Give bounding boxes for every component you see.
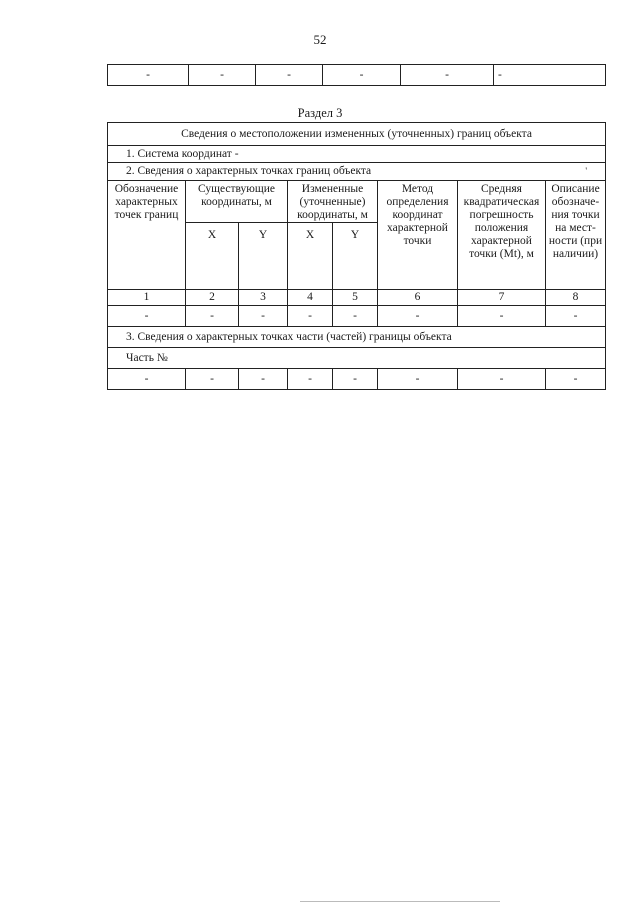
table-cell: - bbox=[333, 306, 378, 327]
table-cell: - bbox=[108, 65, 189, 86]
boundary-points-table bbox=[107, 122, 606, 390]
part-label-row bbox=[108, 348, 606, 369]
scan-edge-line bbox=[300, 901, 500, 902]
table-cell: - bbox=[458, 369, 546, 390]
table-cell: - bbox=[189, 65, 256, 86]
points-heading-cell bbox=[108, 163, 606, 181]
table-cell: - bbox=[378, 369, 458, 390]
section-title: Раздел 3 bbox=[297, 106, 343, 120]
table-cell: - bbox=[333, 369, 378, 390]
page-number: 52 bbox=[313, 32, 327, 47]
table-cell: - bbox=[186, 369, 239, 390]
coord-system-text: 1. Система координат - bbox=[108, 146, 606, 163]
table-cell: - bbox=[401, 65, 494, 86]
table-cell: - bbox=[108, 369, 186, 390]
header-row bbox=[108, 181, 606, 223]
table-title-row bbox=[108, 123, 606, 146]
part-label: Часть № bbox=[108, 348, 606, 369]
table-row bbox=[108, 65, 606, 86]
header-existing-y: Y bbox=[239, 223, 288, 290]
table-cell: - bbox=[239, 369, 288, 390]
coord-system-row bbox=[108, 146, 606, 163]
parts-heading: 3. Сведения о характерных точках части (частей) границы объекта bbox=[108, 327, 606, 348]
column-number: 3 bbox=[239, 290, 288, 306]
table-cell: - bbox=[546, 306, 606, 327]
table-cell: - bbox=[186, 306, 239, 327]
points-heading-text: 2. Сведения о характерных точках границ объекта bbox=[126, 165, 372, 177]
header-existing-coords: Существующие координаты, м bbox=[186, 181, 288, 223]
table-cell: - bbox=[256, 65, 323, 86]
table-cell: - bbox=[378, 306, 458, 327]
header-description: Описание обозначе-ния точки на мест-ности (при наличии) bbox=[546, 181, 606, 290]
header-changed-y: Y bbox=[333, 223, 378, 290]
header-method: Метод определения координат характерной точки bbox=[378, 181, 458, 290]
table-cell: - bbox=[108, 306, 186, 327]
header-error: Средняя квадратическая погрешность положения характерной точки (Mt), м bbox=[458, 181, 546, 290]
table-title: Сведения о местоположении измененных (уточненных) границ объекта bbox=[108, 123, 606, 146]
table-cell: - bbox=[323, 65, 401, 86]
table-cell: - bbox=[494, 65, 606, 86]
column-numbers-row bbox=[108, 290, 606, 306]
column-number: 1 bbox=[108, 290, 186, 306]
table-cell: - bbox=[239, 306, 288, 327]
points-heading-mark: ' bbox=[585, 166, 588, 176]
header-changed-x: X bbox=[288, 223, 333, 290]
table-cell: - bbox=[546, 369, 606, 390]
table-cell: - bbox=[288, 306, 333, 327]
points-heading-row bbox=[108, 163, 606, 181]
header-changed-coords: Измененные (уточненные) координаты, м bbox=[288, 181, 378, 223]
parts-heading-row bbox=[108, 327, 606, 348]
continued-table bbox=[107, 64, 606, 86]
table-cell: - bbox=[288, 369, 333, 390]
column-number: 7 bbox=[458, 290, 546, 306]
column-number: 4 bbox=[288, 290, 333, 306]
header-designation: Обозначение характерных точек границ bbox=[108, 181, 186, 290]
table-row bbox=[108, 369, 606, 390]
column-number: 2 bbox=[186, 290, 239, 306]
table-cell: - bbox=[458, 306, 546, 327]
column-number: 8 bbox=[546, 290, 606, 306]
column-number: 6 bbox=[378, 290, 458, 306]
column-number: 5 bbox=[333, 290, 378, 306]
table-row bbox=[108, 306, 606, 327]
header-existing-x: X bbox=[186, 223, 239, 290]
